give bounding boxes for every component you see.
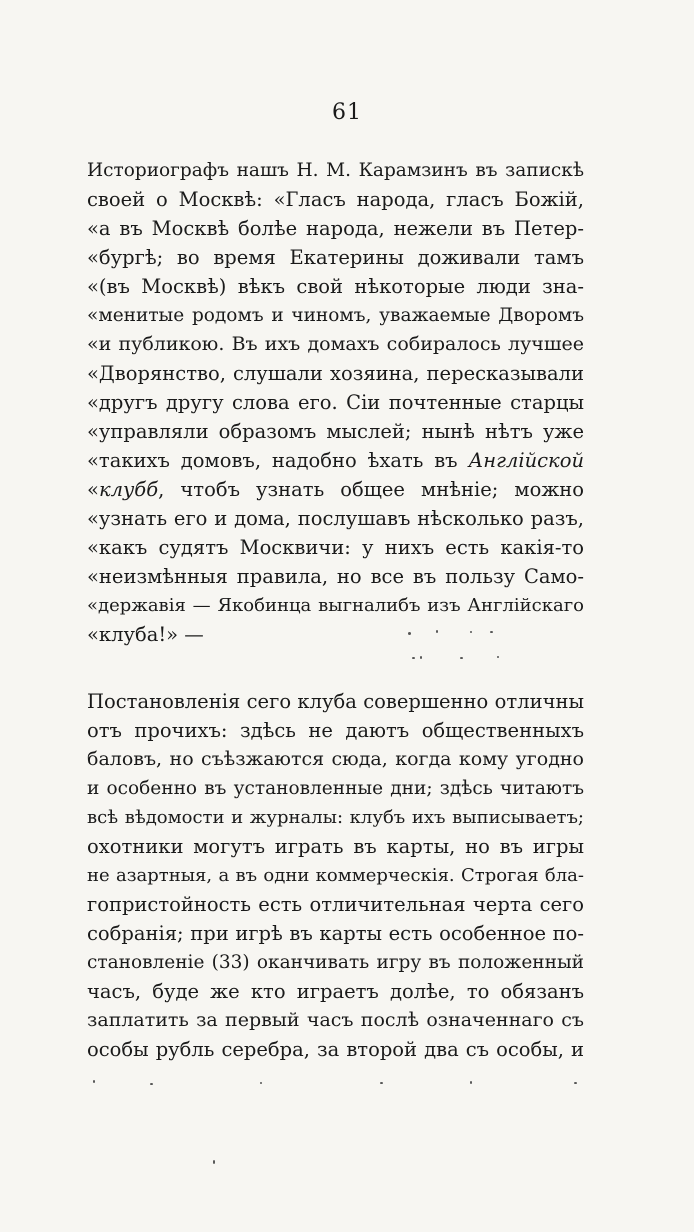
scan-speck bbox=[497, 656, 499, 658]
text-line: «и публикою. Въ ихъ домахъ собиралось лучшее bbox=[87, 333, 584, 355]
text-segment: «клубб, чтобъ узнать общее мнѣніе; можно bbox=[87, 478, 584, 501]
text-line-with-italic bbox=[87, 446, 584, 475]
scan-speck bbox=[436, 630, 438, 633]
text-line: «державія — Якобинца выгналибъ изъ Англійскаго bbox=[87, 595, 584, 616]
text-line: «другъ другу слова его. Сіи почтенные старцы bbox=[87, 391, 584, 414]
scan-speck bbox=[150, 1083, 153, 1085]
page-number: 61 bbox=[332, 100, 362, 125]
scan-speck bbox=[470, 1081, 472, 1084]
text-line: «Дворянство, слушали хозяина, пересказывали bbox=[87, 362, 584, 385]
scan-speck bbox=[490, 631, 493, 633]
text-line: Историографъ нашъ Н. М. Карамзинъ въ запискѣ bbox=[87, 160, 584, 181]
text-line: заплатить за первый часъ послѣ означеннаго съ bbox=[87, 1009, 584, 1031]
text-line: «какъ судятъ Москвичи: у нихъ есть какія-то bbox=[87, 536, 584, 559]
italic-club-word: клубб bbox=[98, 478, 159, 501]
text-line: «управляли образомъ мыслей; нынѣ нѣтъ уже bbox=[87, 420, 584, 443]
scan-speck bbox=[213, 1160, 215, 1164]
text-line: «неизмѣнныя правила, но все въ пользу Само- bbox=[87, 565, 584, 588]
text-line: «узнать его и дома, послушавъ нѣсколько разъ, bbox=[87, 507, 584, 530]
scan-speck bbox=[412, 657, 415, 659]
scan-speck bbox=[470, 631, 472, 633]
text-line: становленіе (33) оканчивать игру въ положенный bbox=[87, 952, 584, 973]
text-line: охотники могутъ играть въ карты, но въ игры bbox=[87, 835, 584, 858]
text-line: всѣ вѣдомости и журналы: клубъ ихъ выписываетъ; bbox=[87, 807, 584, 828]
scan-speck bbox=[574, 1082, 577, 1084]
text-line: часъ, буде же кто играетъ долѣе, то обязанъ bbox=[87, 980, 584, 1003]
italic-club-name: Англійской bbox=[468, 449, 584, 472]
text-line: «менитые родомъ и чиномъ, уважаемые Дворомъ bbox=[87, 305, 584, 326]
text-line bbox=[87, 475, 584, 504]
text-line: собранія; при игрѣ въ карты есть особенное по- bbox=[87, 922, 584, 945]
text-segment: «такихъ домовъ, надобно ѣхать въ bbox=[87, 449, 458, 472]
text-line: баловъ, но съѣзжаются сюда, когда кому угодно bbox=[87, 748, 584, 770]
scan-speck bbox=[380, 1082, 383, 1084]
text-line: «клуба!» — bbox=[87, 623, 204, 646]
scan-speck bbox=[93, 1080, 95, 1083]
text-line: особы рубль серебра, за второй два съ особы, и bbox=[87, 1038, 584, 1061]
text-line: гопристойность есть отличительная черта сего bbox=[87, 893, 584, 916]
scan-speck bbox=[260, 1082, 262, 1084]
scan-speck bbox=[420, 656, 422, 659]
text-line: «(въ Москвѣ) вѣкъ свой нѣкоторые люди зна- bbox=[87, 275, 584, 298]
text-line: не азартныя, а въ одни коммерческія. Строгая бла- bbox=[87, 865, 584, 886]
text-line: «а въ Москвѣ болѣе народа, нежели въ Петер- bbox=[87, 217, 584, 240]
paragraph-rules bbox=[87, 687, 584, 1064]
scan-speck bbox=[408, 632, 411, 635]
text-line: «бургѣ; во время Екатерины доживали тамъ bbox=[87, 246, 584, 269]
text-line: своей о Москвѣ: «Гласъ народа, гласъ Божій, bbox=[87, 188, 584, 211]
paragraph-quote bbox=[87, 156, 584, 649]
scan-speck bbox=[460, 657, 463, 659]
text-line: Постановленія сего клуба совершенно отличны bbox=[87, 690, 584, 713]
text-line: и особенно въ установленные дни; здѣсь читаютъ bbox=[87, 778, 584, 799]
text-line: отъ прочихъ: здѣсь не даютъ общественныхъ bbox=[87, 719, 584, 742]
